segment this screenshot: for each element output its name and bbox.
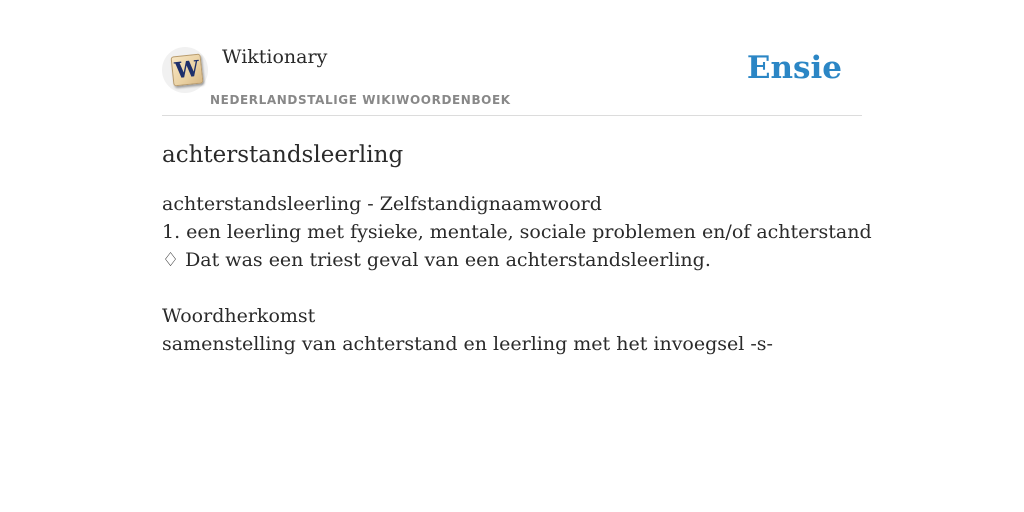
ensie-logo-link[interactable]: Ensie [746,50,842,86]
wiktionary-logo[interactable] [162,47,208,93]
definition-line: 1. een leerling met fysieke, mentale, sociale problemen en/of achterstand [162,221,872,243]
etymology-heading: Woordherkomst [162,305,316,327]
entry-body [162,190,872,358]
site-subtitle: NEDERLANDSTALIGE WIKIWOORDENBOEK [210,93,511,107]
word-class-line: achterstandsleerling - Zelfstandignaamwoord [162,193,602,215]
section-spacer [162,274,862,302]
example-line: ♢ Dat was een triest geval van een achterstandsleerling. [162,249,711,271]
site-header [162,38,862,116]
etymology-text: samenstelling van achterstand en leerling met het invoegsel -s- [162,333,773,355]
site-name[interactable]: Wiktionary [222,46,328,68]
page-title: achterstandsleerling [162,142,404,168]
wiktionary-logo-icon: W [171,54,204,87]
entry-card [162,38,872,358]
